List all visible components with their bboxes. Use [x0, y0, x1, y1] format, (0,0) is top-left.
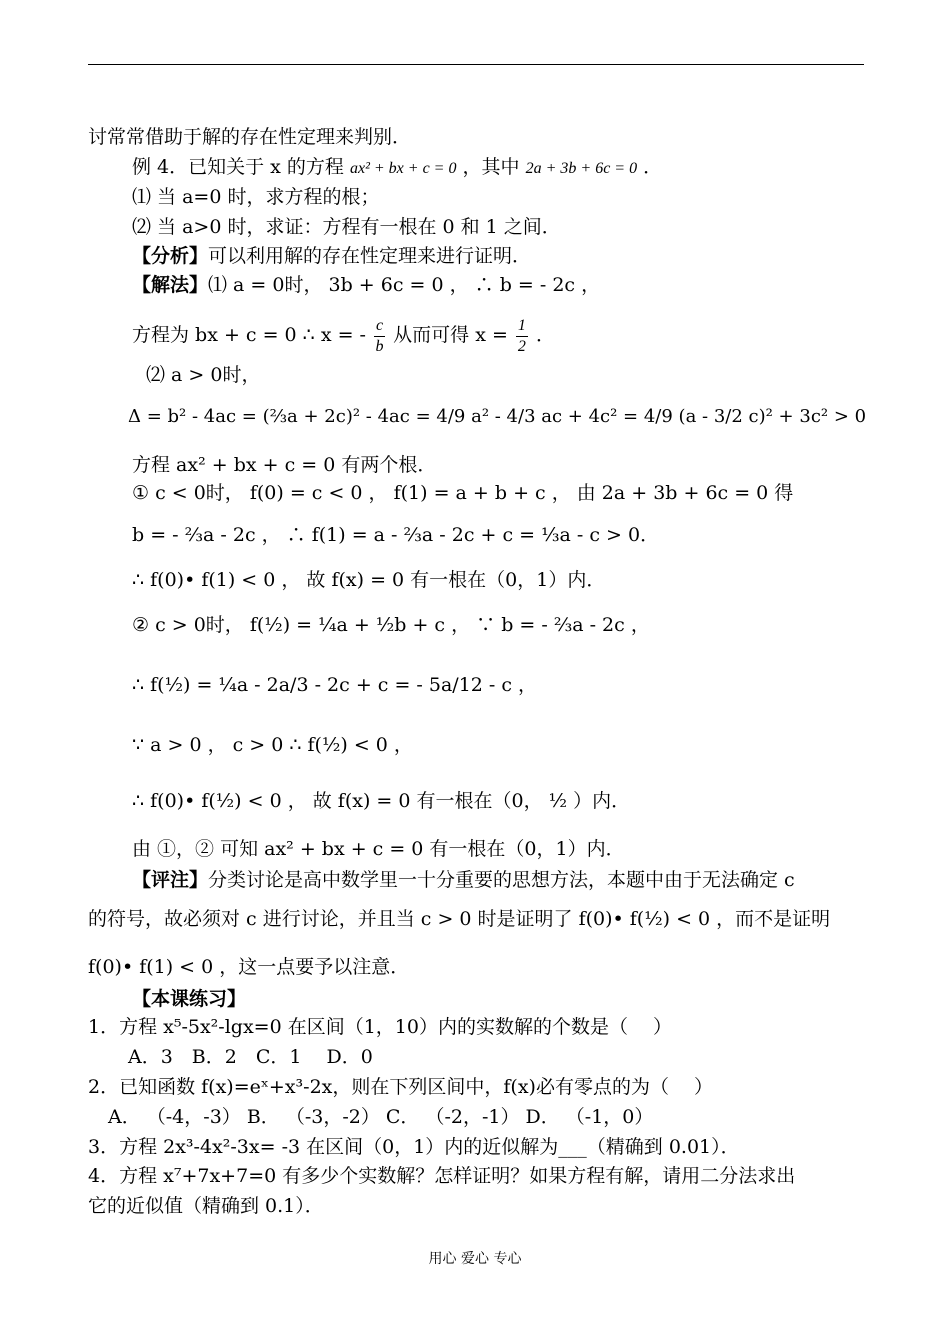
exercise-1: 1．方程 x⁵-5x²-lgx=0 在区间（1，10）内的实数解的个数是（ ）	[88, 1016, 673, 1038]
delta-line: Δ = b² - 4ac = (⅔a + 2c)² - 4ac = 4/9 a² - 4/3 ac + 4c² = 4/9 (a - 3/2 c)² + 3c² > 0	[128, 406, 867, 427]
example-title: 例 4．已知关于 x 的方程	[132, 156, 344, 178]
example-mid: ，其中	[462, 156, 520, 178]
solution-l2a: 方程为 bx + c = 0 ∴ x = -	[132, 324, 366, 346]
case-1-b-line: b = - ⅔a - 2c ， ∴ f(1) = a - ⅔a - 2c + c = ⅓a - c > 0．	[132, 524, 660, 546]
case-2-sign: ∵ a > 0 ， c > 0 ∴ f(½) < 0 ，	[132, 734, 413, 756]
solution-label: 【解法】	[132, 274, 209, 296]
comment-line-2: 的符号，故必须对 c 进行讨论，并且当 c > 0 时是证明了 f(0)• f(½) < 0 ，而不是证明	[88, 908, 831, 930]
case-1-line: ① c < 0时， f(0) = c < 0 ， f(1) = a + b + c ， 由 2a + 3b + 6c = 0 得	[132, 482, 794, 504]
comment-label: 【评注】	[132, 869, 209, 891]
analysis-text: 可以利用解的存在性定理来进行证明．	[208, 245, 532, 267]
comment-l1: 分类讨论是高中数学里一十分重要的思想方法，本题中由于无法确定 c	[208, 869, 795, 891]
question-2: ⑵ 当 a>0 时，求证：方程有一根在 0 和 1 之间．	[132, 216, 561, 238]
exercises-title: 【本课练习】	[132, 988, 247, 1010]
example-eq1: ax² + bx + c = 0	[349, 160, 457, 177]
frac-num: 1	[516, 316, 528, 337]
solution-line-5: 方程 ax² + bx + c = 0 有两个根．	[132, 454, 437, 476]
solution-line-1	[132, 272, 600, 298]
top-line: 讨常常借助于解的存在性定理来判别．	[88, 126, 412, 148]
exercise-4-cont: 它的近似值（精确到 0.1）．	[88, 1195, 324, 1217]
analysis-line	[132, 243, 531, 269]
solution-l2b: 从而可得 x =	[393, 324, 508, 346]
comment-line-3: f(0)• f(1) < 0 ，这一点要予以注意．	[88, 956, 410, 978]
solution-final: 由 ①，② 可知 ax² + bx + c = 0 有一根在（0，1）内．	[132, 838, 625, 860]
analysis-label: 【分析】	[132, 245, 209, 267]
example-eq2: 2a + 3b + 6c = 0	[525, 160, 638, 177]
exercise-2-options: A． （-4，-3） B． （-3，-2） C． （-2，-1） D． （-1，0）	[108, 1106, 654, 1128]
solution-line-2: 方程为 bx + c = 0 ∴ x = - $\frac{c}{b}$ 从而可得 x = $\frac{1}{2}$ ．	[132, 316, 555, 355]
exercise-2: 2．已知函数 f(x)=eˣ+x³-2x，则在下列区间中，f(x)必有零点的为（ ）	[88, 1076, 714, 1098]
case-2-line: ② c > 0时， f(½) = ¼a + ½b + c ， ∵ b = - ⅔a - 2c ，	[132, 614, 650, 636]
page-footer: 用心 爱心 专心	[428, 1251, 522, 1267]
fraction-one-half	[516, 316, 528, 357]
solution-l1: ⑴ a = 0时， 3b + 6c = 0 ， ∴ b = - 2c ，	[208, 274, 601, 296]
example-end: ．	[643, 156, 663, 178]
header-rule	[88, 64, 864, 65]
exercise-4: 4．方程 x⁷+7x+7=0 有多少个实数解？怎样证明？如果方程有解，请用二分法求出	[88, 1165, 796, 1187]
example-line	[132, 154, 662, 182]
solution-line-3: ⑵ a > 0时，	[146, 364, 261, 386]
case-2-conclusion: ∴ f(0)• f(½) < 0 ， 故 f(x) = 0 有一根在（0， ½ ）内．	[132, 790, 631, 812]
exercise-1-options: A．3 B．2 C．1 D．0	[128, 1046, 373, 1068]
fraction-c-over-b	[374, 316, 385, 357]
exercise-3: 3．方程 2x³-4x²-3x= -3 在区间（0，1）内的近似解为___（精确到 0.01）．	[88, 1136, 740, 1158]
case-2-f-half: ∴ f(½) = ¼a - 2a/3 - 2c + c = - 5a/12 - c ，	[132, 674, 538, 696]
question-1: ⑴ 当 a=0 时，求方程的根；	[132, 186, 380, 208]
frac-den: b	[375, 337, 384, 355]
case-1-conclusion: ∴ f(0)• f(1) < 0 ， 故 f(x) = 0 有一根在（0，1）内．	[132, 569, 606, 591]
comment-line-1	[132, 867, 795, 893]
frac-den: 2	[517, 337, 526, 355]
frac-num: c	[374, 316, 385, 337]
